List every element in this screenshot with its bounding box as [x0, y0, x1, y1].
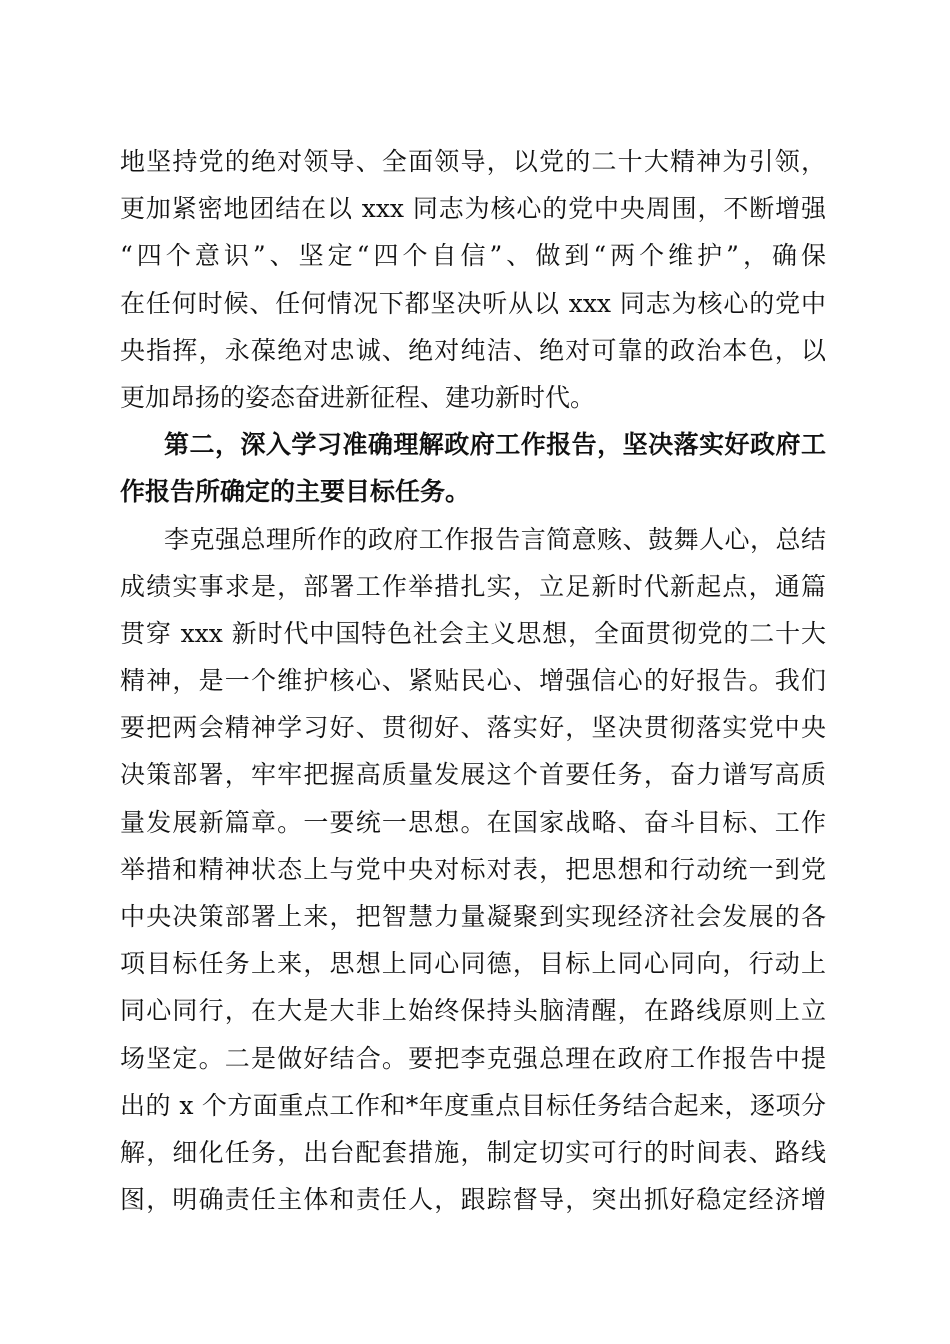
text-line: 成绩实事求是，部署工作举措扎实，立足新时代新起点，通篇 — [120, 571, 826, 601]
text-line: 解，细化任务，出台配套措施，制定切实可行的时间表、路线 — [120, 1137, 826, 1167]
text-line: 图，明确责任主体和责任人，跟踪督导，突出抓好稳定经济增 — [120, 1185, 826, 1215]
text-line: 决策部署，牢牢把握高质量发展这个首要任务，奋力谱写高质 — [120, 760, 826, 790]
paragraph-3 — [120, 516, 826, 1224]
heading-line: 第二，深入学习准确理解政府工作报告，坚决落实好政府工 — [164, 430, 826, 460]
text-line: 要把两会精神学习好、贯彻好、落实好，坚决贯彻落实党中央 — [120, 713, 826, 743]
text-line: 举措和精神状态上与党中央对标对表，把思想和行动统一到党 — [120, 854, 826, 884]
heading-line: 作报告所确定的主要目标任务。 — [120, 477, 471, 507]
text-line: 央指挥，永葆绝对忠诚、绝对纯洁、绝对可靠的政治本色，以 — [120, 335, 826, 365]
text-line: 更加昂扬的姿态奋进新征程、建功新时代。 — [120, 382, 596, 412]
text-line: 精神，是一个维护核心、紧贴民心、增强信心的好报告。我们 — [120, 666, 826, 696]
text-line: 同心同行，在大是大非上始终保持头脑清醒，在路线原则上立 — [120, 996, 826, 1026]
text-line: 更加紧密地团结在以 xxx 同志为核心的党中央周围，不断增强 — [120, 194, 826, 224]
text-line: 李克强总理所作的政府工作报告言简意赅、鼓舞人心，总结 — [164, 524, 826, 554]
section-heading-2 — [120, 421, 826, 515]
text-line: 贯穿 xxx 新时代中国特色社会主义思想，全面贯彻党的二十大 — [120, 618, 826, 648]
text-line: 中央决策部署上来，把智慧力量凝聚到实现经济社会发展的各 — [120, 902, 826, 931]
paragraph-1 — [120, 138, 826, 421]
document-body — [120, 138, 826, 1223]
text-line: 项目标任务上来，思想上同心同德，目标上同心同向，行动上 — [120, 949, 826, 979]
text-line: 地坚持党的绝对领导、全面领导，以党的二十大精神为引领， — [120, 147, 826, 176]
text-line: 量发展新篇章。一要统一思想。在国家战略、奋斗目标、工作 — [120, 807, 826, 837]
text-line: 在任何时候、任何情况下都坚决听从以 xxx 同志为核心的党中 — [120, 288, 826, 318]
text-line: 出的 x 个方面重点工作和*年度重点目标任务结合起来，逐项分 — [120, 1090, 826, 1120]
text-line: “四个意识”、坚定“四个自信”、做到“两个维护”，确保 — [120, 241, 826, 271]
text-line: 场坚定。二是做好结合。要把李克强总理在政府工作报告中提 — [120, 1043, 826, 1073]
